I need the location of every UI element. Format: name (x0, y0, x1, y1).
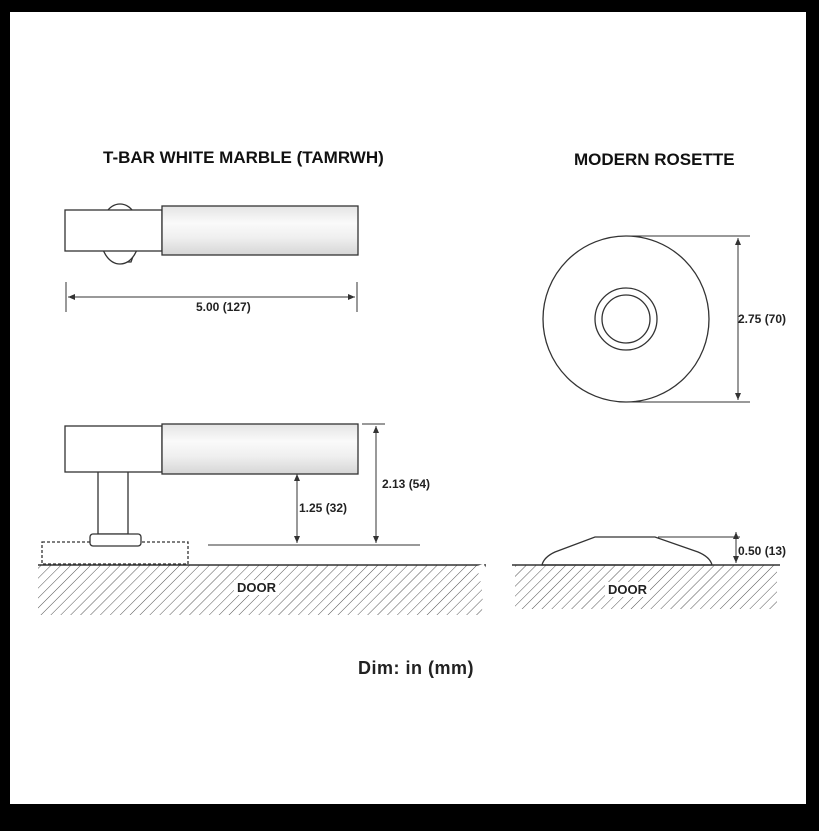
door-label-left: DOOR (234, 580, 279, 595)
units-note: Dim: in (mm) (358, 658, 474, 678)
rosette-side-view (542, 537, 712, 565)
tbar-side-view (42, 424, 358, 564)
projection-label: 2.13 (54) (382, 477, 431, 491)
drawing-sheet (10, 12, 806, 804)
rosette-front-view (543, 236, 709, 402)
tbar-title: T-BAR WHITE MARBLE (TAMRWH) (103, 148, 384, 167)
rosette-height-label: 0.50 (13) (738, 544, 787, 558)
tbar-top-view (65, 204, 358, 264)
rosette-diameter-label: 2.75 (70) (738, 312, 787, 326)
length-label: 5.00 (127) (196, 300, 251, 314)
technical-drawing (10, 12, 819, 831)
door-label-right: DOOR (605, 582, 650, 597)
clearance-label: 1.25 (32) (299, 501, 348, 515)
rosette-title: MODERN ROSETTE (574, 150, 735, 169)
